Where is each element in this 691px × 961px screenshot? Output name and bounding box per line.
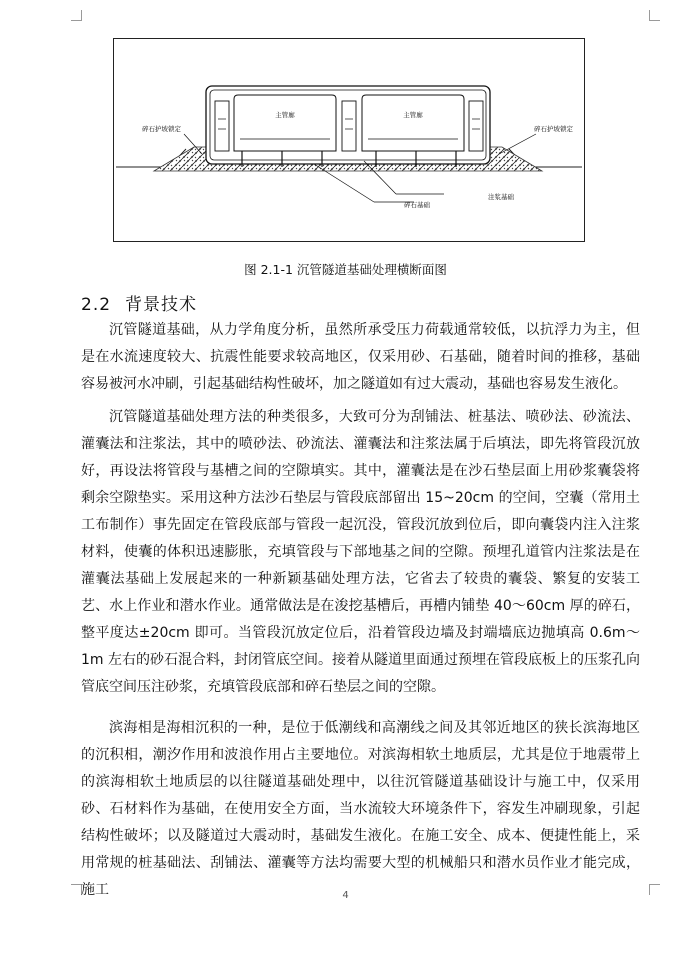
paragraph-1: 沉管隧道基础，从力学角度分析，虽然所承受压力荷载通常较低，以抗浮力为主，但是在水流速度较大、抗震性能要求较高地区，仅采用砂、石基础，随着时间的推移，基础容易被河水冲刷，引起基础结构性破坏，加之隧道如有过大震动，基础也容易发生液化。 bbox=[81, 322, 640, 392]
tunnel-cross-section-figure bbox=[113, 38, 585, 242]
slope-protection-right-label: 碎石护坡锁定 bbox=[534, 125, 573, 133]
main-channel-left-label: 主管廊 bbox=[275, 111, 295, 119]
side-gallery-right bbox=[469, 101, 483, 151]
crop-mark-top-left bbox=[71, 10, 82, 21]
paragraph-3: 滨海相是海相沉积的一种，是位于低潮线和高潮线之间及其邻近地区的狭长滨海地区的沉积相，潮汐作用和波浪作用占主要地位。对滨海相软土地质层，尤其是位于地震带上的滨海相软土地质层的以往隧道基础处理中，以往沉管隧道基础设计与施工中，仅采用砂、石材料作为基础，在使用安全方面，当水流较大环境条件下，容发生冲刷现象，引起结构性破坏；以及隧道过大震动时，基础发生液化。在施工安全、成本、便捷性能上，采用常规的桩基础法、刮铺法、灌囊等方法均需要大型的机械船只和潜水员作业才能完成，施工 bbox=[81, 720, 640, 898]
page-number: 4 bbox=[342, 890, 349, 901]
slope-protection-left-label: 碎石护坡锁定 bbox=[142, 125, 181, 133]
side-gallery-left bbox=[215, 101, 229, 151]
section-number: 2.2 bbox=[81, 295, 112, 315]
tunnel-cross-section-drawing bbox=[114, 39, 584, 241]
paragraph-2: 沉管隧道基础处理方法的种类很多，大致可分为刮铺法、桩基法、喷砂法、砂流法、灌囊法和注浆法，其中的喷砂法、砂流法、灌囊法和注浆法属于后填法，即先将管段沉放好，再设法将管段与基槽之间的空隙填实。其中，灌囊法是在沙石垫层面上用砂浆囊袋将剩余空隙垫实。采用这种方法沙石垫层与管段底部留出 15~20cm 的空间，空囊（常用土工布制作）事先固定在管段底部与管段一起沉没，管段沉放到位后，即向囊袋内注入注浆材料，使囊的体积迅速膨胀，充填管段与下部地基之间的空隙。预埋孔道管内注浆法是在灌囊法基础上发展起来的一种新颖基础处理方法，它省去了较贵的囊袋、繁复的安装工艺、水上作业和潜水作业。通常做法是在浚挖基槽后，再槽内铺垫 40～60cm 厚的碎石，整平度达±20cm 即可。当管段沉放定位后，沿着管段边墙及封端墙底边抛填高 0.6m～1m 左右的砂石混合料，封闭管底空间。接着从隧道里面通过预埋在管段底板上的压浆孔向管底空间压注砂浆，充填管段底部和碎石垫层之间的空隙。 bbox=[81, 409, 640, 695]
grout-bedding-label: 注浆基础 bbox=[488, 193, 514, 201]
crop-mark-top-right bbox=[649, 10, 660, 21]
section-title: 背景技术 bbox=[125, 295, 198, 315]
middle-gallery bbox=[342, 101, 356, 151]
section-heading bbox=[81, 290, 197, 315]
main-chamber-left bbox=[234, 95, 336, 151]
figure-caption: 图 2.1-1 沉管隧道基础处理横断面图 bbox=[244, 262, 447, 277]
main-chamber-right bbox=[362, 95, 464, 151]
gravel-bedding-label: 碎石基础 bbox=[404, 201, 430, 209]
main-channel-right-label: 主管廊 bbox=[403, 111, 423, 119]
